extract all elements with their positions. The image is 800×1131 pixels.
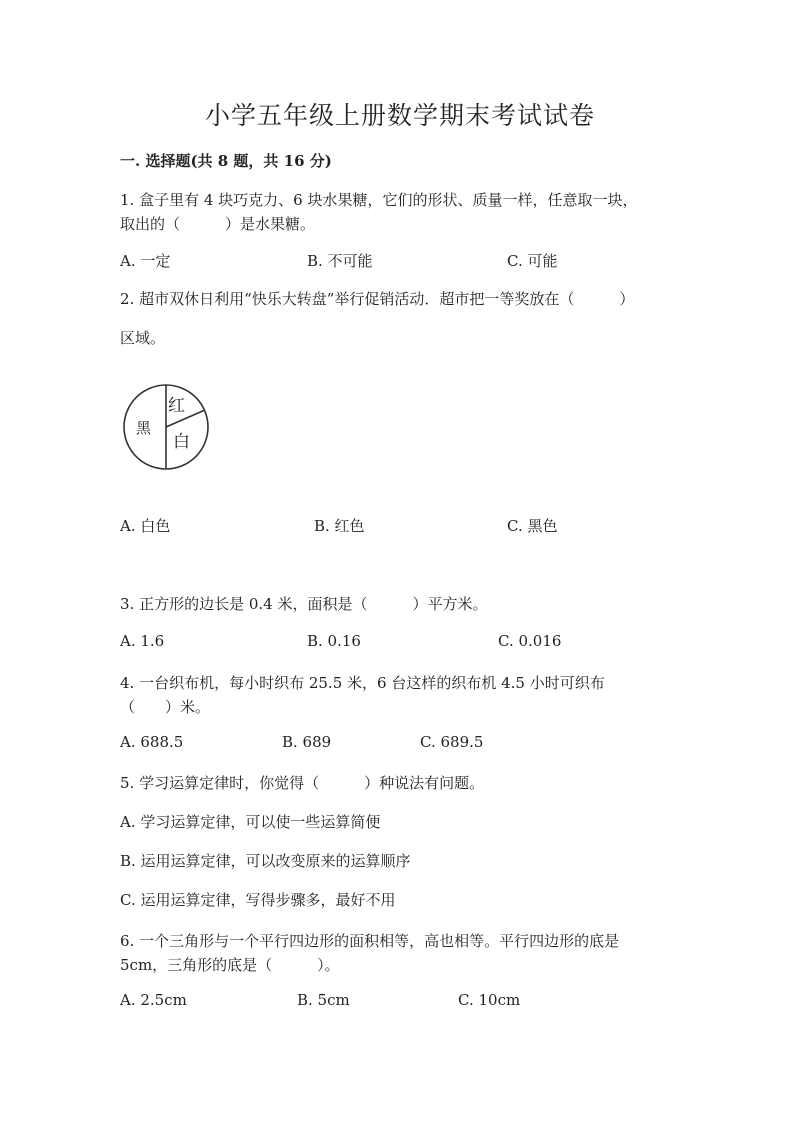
question-1-line-2: 取出的（ ）是水果糖。 (120, 215, 316, 233)
question-1 (120, 188, 637, 236)
question-3-option-c: C. 0.016 (498, 632, 562, 650)
question-4 (120, 671, 605, 719)
question-3-line-1: 3. 正方形的边长是 0.4 米，面积是（ ）平方米。 (120, 595, 488, 613)
question-6 (120, 929, 619, 977)
prize-wheel-figure (118, 380, 218, 475)
question-4-option-a: A. 688.5 (120, 733, 184, 751)
question-3-option-b: B. 0.16 (307, 632, 361, 650)
question-1-option-b: B. 不可能 (307, 252, 373, 270)
question-3-option-a: A. 1.6 (120, 632, 165, 650)
question-4-line-2: （ ）米。 (120, 698, 211, 716)
question-6-option-a: A. 2.5cm (120, 991, 187, 1009)
question-2-line-2: 区域。 (120, 329, 166, 347)
wheel-label-red: 红 (168, 396, 185, 416)
question-2-option-c: C. 黑色 (507, 517, 558, 535)
question-1-option-c: C. 可能 (507, 252, 558, 270)
section-heading: 一. 选择题(共 8 题，共 16 分) (120, 152, 332, 170)
question-6-option-b: B. 5cm (297, 991, 350, 1009)
wheel-label-black: 黑 (136, 419, 152, 437)
question-5-option-b: B. 运用运算定律，可以改变原来的运算顺序 (120, 852, 411, 870)
question-2-option-a: A. 白色 (120, 517, 171, 535)
wheel-label-white: 白 (173, 432, 190, 452)
page-title: 小学五年级上册数学期末考试试卷 (204, 101, 595, 130)
question-1-option-a: A. 一定 (120, 252, 171, 270)
question-5-option-a: A. 学习运算定律，可以使一些运算简便 (120, 813, 381, 831)
question-1-line-1: 1. 盒子里有 4 块巧克力、6 块水果糖，它们的形状、质量一样，任意取一块， (120, 191, 638, 209)
question-5-option-c: C. 运用运算定律，写得步骤多，最好不用 (120, 891, 396, 909)
question-6-line-2: 5cm，三角形的底是（ ）。 (120, 956, 340, 974)
question-2-option-b: B. 红色 (314, 517, 365, 535)
question-2-line-1: 2. 超市双休日利用“快乐大转盘”举行促销活动．超市把一等奖放在（ ） (120, 290, 635, 308)
question-5-line-1: 5. 学习运算定律时，你觉得（ ）种说法有问题。 (120, 774, 485, 792)
question-6-option-c: C. 10cm (458, 991, 521, 1009)
question-6-line-1: 6. 一个三角形与一个平行四边形的面积相等，高也相等。平行四边形的底是 (120, 932, 620, 950)
question-4-option-c: C. 689.5 (420, 733, 484, 751)
question-4-option-b: B. 689 (282, 733, 332, 751)
question-4-line-1: 4. 一台织布机，每小时织布 25.5 米，6 台这样的织布机 4.5 小时可织布 (120, 674, 605, 692)
